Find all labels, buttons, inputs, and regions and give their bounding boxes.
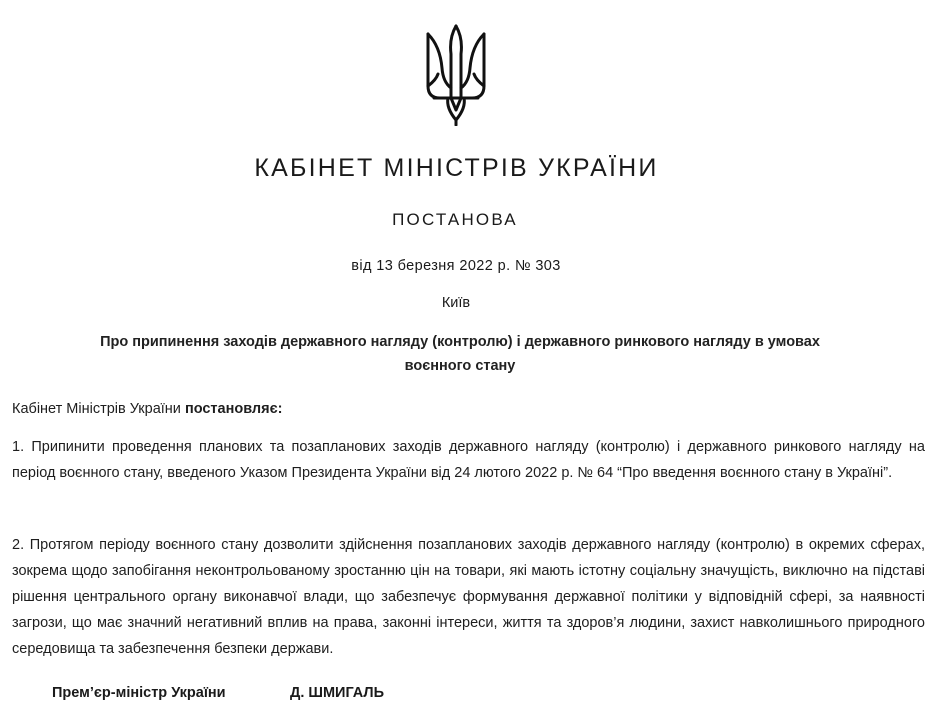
trident-emblem-icon bbox=[424, 24, 488, 126]
organization-title: КАБІНЕТ МІНІСТРІВ УКРАЇНИ bbox=[254, 154, 659, 182]
paragraph-1: 1. Припинити проведення планових та позапланових заходів державного нагляду (контролю) і державного ринкового нагляду на період воєнного стану, введеного Указом Президента України від 24 лютого 2022 р. № 64 “Про введення воєнного стану в Україні”. bbox=[12, 439, 925, 481]
document-place: Київ bbox=[441, 295, 471, 311]
signatory-role: Прем’єр-міністр України bbox=[52, 685, 226, 701]
document-type: ПОСТАНОВА bbox=[392, 210, 518, 229]
paragraph-2: 2. Протягом періоду воєнного стану дозволити здійснення позапланових заходів державного нагляду (контролю) в окремих сферах, зокрема щодо запобігання неконтрольованому зростанню цін на товари, які мають істотну соціальну значущість, виключно на підставі рішення центрального органу виконавчої влади, що забезпечує формування державної політики у відповідній сфері, за наявності загрози, що має значний негативний вплив на права, законні інтереси, життя та здоров’я людини, захист навколишнього природного середовища та забезпечення безпеки держави. bbox=[12, 537, 925, 657]
intro-line bbox=[12, 396, 925, 422]
intro-text: Кабінет Міністрів України bbox=[12, 401, 185, 417]
signatory-name: Д. ШМИГАЛЬ bbox=[290, 685, 385, 701]
intro-decision: постановляє: bbox=[184, 401, 283, 417]
document-date-number: від 13 березня 2022 р. № 303 bbox=[351, 258, 561, 274]
document-heading: Про припинення заходів державного нагляду (контролю) і державного ринкового нагляду в умовах воєнного стану bbox=[100, 334, 820, 374]
